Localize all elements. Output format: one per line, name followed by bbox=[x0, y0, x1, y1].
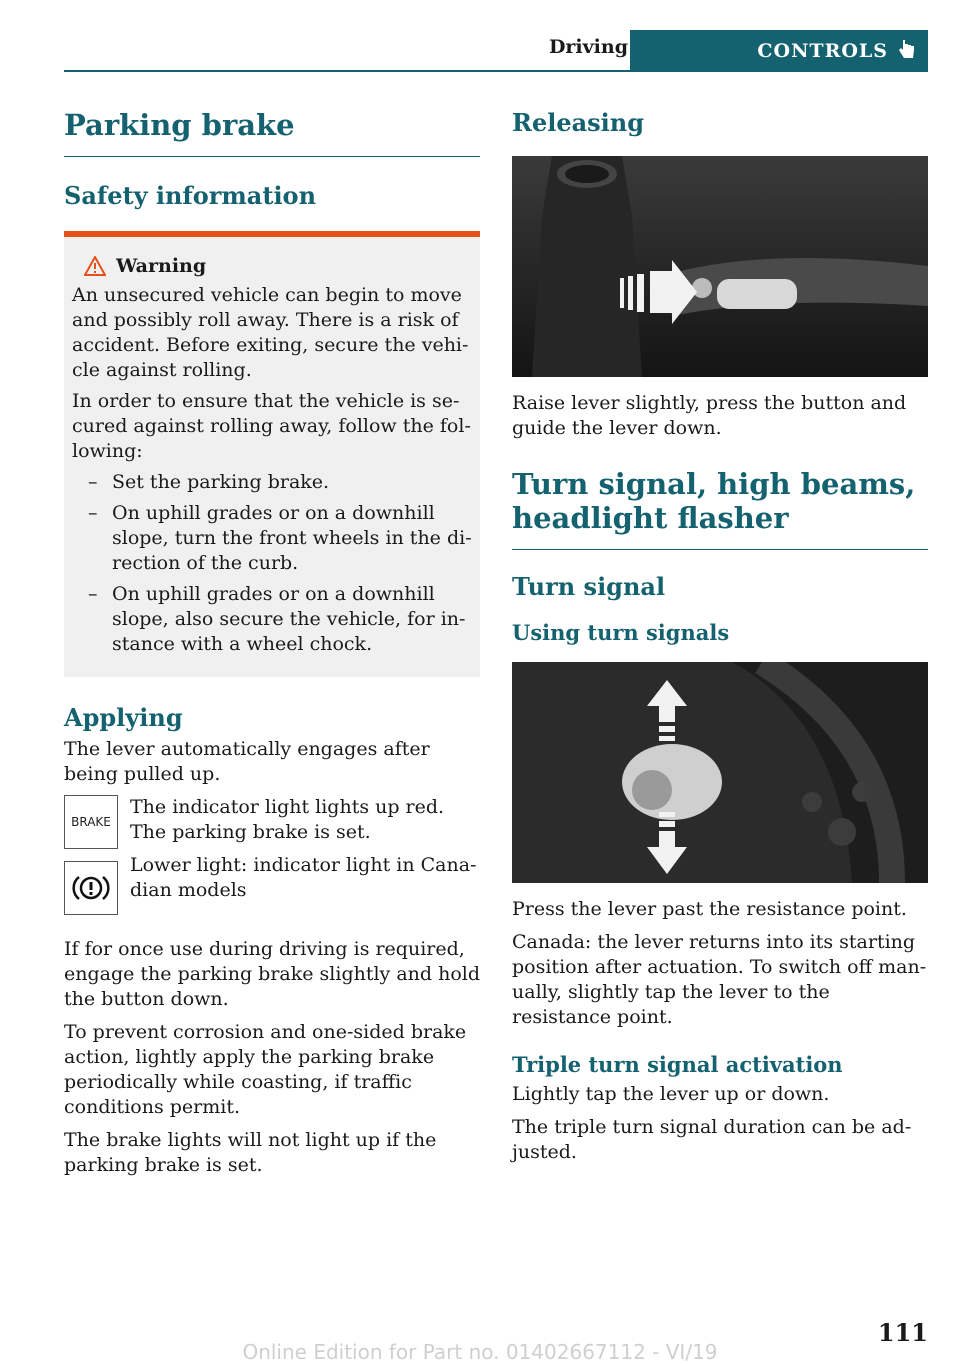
applying-para-3: To prevent corrosion and one-sided brake action, lightly apply the parking brake periodically while coasting, if traffic conditions permit. bbox=[64, 1021, 467, 1118]
warning-label: Warning bbox=[116, 255, 207, 277]
turn-signal-photo bbox=[512, 662, 928, 883]
warning-para-1: An unsecured vehicle can begin to move and possibly roll away. There is a risk of accident. Before exiting, secure the vehicle against rolling. bbox=[72, 284, 469, 381]
indicator-row-brake bbox=[64, 795, 480, 849]
indicator-text-2: Lower light: indicator light in Canadian models bbox=[130, 854, 477, 901]
header-rule bbox=[64, 70, 928, 72]
hand-pointer-icon bbox=[898, 38, 916, 65]
turn-para-2: Canada: the lever returns into its starting position after actuation. To switch off manually, slightly tap the lever to the resistance point. bbox=[512, 931, 927, 1028]
applying-para-4: The brake lights will not light up if the parking brake is set. bbox=[64, 1129, 437, 1176]
page-header bbox=[64, 30, 928, 72]
left-column bbox=[64, 100, 480, 1178]
circle-exclamation-brake-icon bbox=[64, 861, 118, 915]
warning-triangle-icon bbox=[84, 256, 106, 276]
using-turn-signals-heading: Using turn signals bbox=[512, 620, 730, 645]
page-footer bbox=[0, 1318, 960, 1362]
turn-signal-title: Turn signal, high beams, headlight flasher bbox=[512, 467, 916, 535]
turn-para-1: Press the lever past the resistance point. bbox=[512, 898, 907, 920]
safety-heading: Safety information bbox=[64, 181, 317, 210]
warning-title bbox=[72, 255, 472, 277]
applying-para-2: If for once use during driving is required, engage the parking brake slightly and hold the button down. bbox=[64, 938, 481, 1010]
warning-box bbox=[64, 237, 480, 677]
handbrake-photo bbox=[512, 156, 928, 377]
list-item: – On uphill grades or on a downhill slope, turn the front wheels in the direction of the curb. bbox=[88, 502, 472, 574]
brake-indicator-icon: BRAKE bbox=[64, 795, 118, 849]
page-number: 111 bbox=[877, 1318, 928, 1347]
releasing-caption: Raise lever slightly, press the button and guide the lever down. bbox=[512, 392, 907, 439]
turn-title-rule bbox=[512, 549, 928, 550]
parking-brake-title: Parking brake bbox=[64, 108, 295, 142]
section-label: Driving bbox=[548, 36, 628, 58]
turn-signal-heading: Turn signal bbox=[512, 572, 666, 601]
warning-list bbox=[72, 470, 472, 657]
list-item: – On uphill grades or on a downhill slope, also secure the vehicle, for instance with a wheel chock. bbox=[88, 583, 466, 655]
warning-para-2: In order to ensure that the vehicle is secured against rolling away, follow the following: bbox=[72, 390, 471, 462]
indicator-row-canada bbox=[64, 853, 480, 915]
applying-heading: Applying bbox=[64, 703, 183, 732]
footer-edition: Online Edition for Part no. 01402667112 - VI/19 bbox=[242, 1340, 718, 1364]
triple-turn-heading: Triple turn signal activation bbox=[512, 1052, 843, 1077]
controls-tab bbox=[630, 30, 928, 72]
applying-para-1: The lever automatically engages after being pulled up. bbox=[64, 738, 430, 785]
right-column bbox=[512, 100, 928, 1165]
tab-label: CONTROLS bbox=[757, 40, 888, 62]
turn-para-4: The triple turn signal duration can be adjusted. bbox=[512, 1116, 912, 1163]
list-item: – Set the parking brake. bbox=[88, 471, 330, 493]
title-rule bbox=[64, 156, 480, 157]
turn-para-3: Lightly tap the lever up or down. bbox=[512, 1083, 830, 1105]
indicator-text-1: The indicator light lights up red. The parking brake is set. bbox=[130, 796, 445, 843]
releasing-heading: Releasing bbox=[512, 108, 645, 137]
